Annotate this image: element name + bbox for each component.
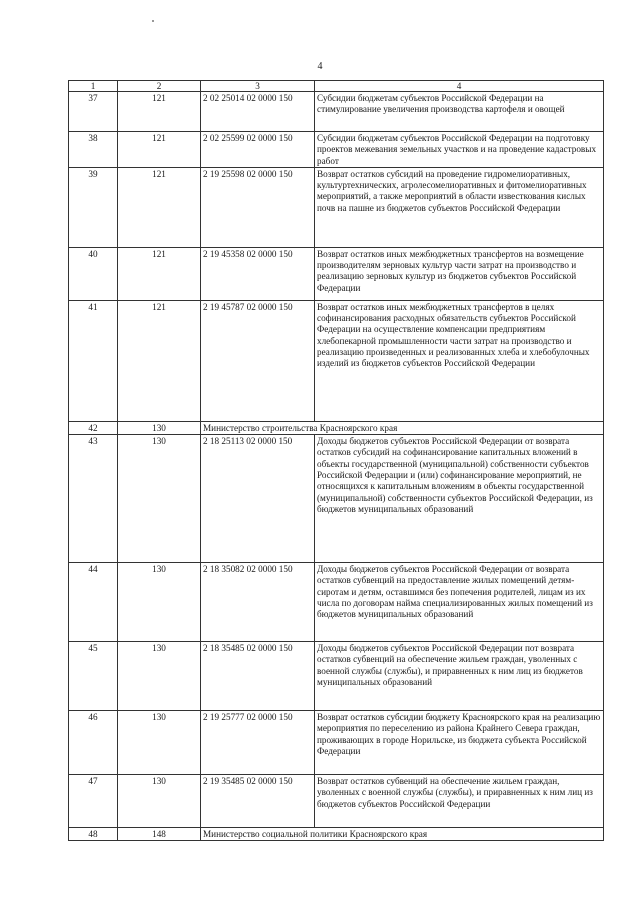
income-name: Возврат остатков субсидии бюджету Красноярского края на реализацию мероприятия по переселению из района Крайнего Севера граждан, проживающих в городе Норильске, из бюджета субъекта Российской Федерации: [315, 711, 604, 775]
ministry-name: Министерство социальной политики Красноярского края: [201, 828, 604, 841]
income-code: 2 19 25598 02 0000 150: [201, 167, 315, 247]
income-code: 2 02 25599 02 0000 150: [201, 132, 315, 168]
admin-code: 121: [118, 132, 201, 168]
row-number: 48: [69, 828, 118, 841]
column-header: 1: [69, 81, 118, 92]
income-name: Возврат остатков субвенций на обеспечение жильем граждан, уволенных с военной службы (службы), и приравненных к ним лиц из бюджетов субъектов Российской Федерации: [315, 775, 604, 828]
income-name: Доходы бюджетов субъектов Российской Федерации пот возврата остатков субвенций на обеспечение жильем граждан, уволенных с военной службы (службы), и приравненных к ним лиц из бюджетов муниципальных образований: [315, 642, 604, 711]
income-code: 2 19 25777 02 0000 150: [201, 711, 315, 775]
income-name: Возврат остатков субсидий на проведение гидромелиоративных, культуртехнических, агролесомелиоративных и фитомелиоративных мероприятий, а также мероприятий в области известкования кислых почв на пашне из бюджетов субъектов Российской Федерации: [315, 167, 604, 247]
table-row: [69, 642, 604, 711]
table-row: [69, 711, 604, 775]
row-number: 40: [69, 247, 118, 300]
income-name: Субсидии бюджетам субъектов Российской Федерации на стимулирование увеличения производства картофеля и овощей: [315, 92, 604, 132]
income-code: 2 18 35082 02 0000 150: [201, 563, 315, 642]
table-row: [69, 247, 604, 300]
ministry-row: [69, 828, 604, 841]
table-header-row: [69, 81, 604, 92]
income-code: 2 19 45787 02 0000 150: [201, 300, 315, 421]
admin-code: 121: [118, 300, 201, 421]
income-name: Доходы бюджетов субъектов Российской Федерации от возврата остатков субвенций на предоставление жилых помещений детям-сиротам и детям, оставшимся без попечения родителей, лицам из их числа по договорам найма специализированных жилых помещений из бюджетов муниципальных образований: [315, 563, 604, 642]
admin-code: 148: [118, 828, 201, 841]
admin-code: 130: [118, 563, 201, 642]
income-name: Возврат остатков иных межбюджетных трансфертов на возмещение производителям зерновых культур части затрат на производство и реализацию зерновых культур из бюджетов субъектов Российской Федерации: [315, 247, 604, 300]
column-header: 2: [118, 81, 201, 92]
admin-code: 130: [118, 421, 201, 434]
income-name: Субсидии бюджетам субъектов Российской Федерации на подготовку проектов межевания земельных участков и на проведение кадастровых работ: [315, 132, 604, 168]
ministry-row: [69, 421, 604, 434]
admin-code: 130: [118, 642, 201, 711]
table-row: [69, 563, 604, 642]
income-code: 2 02 25014 02 0000 150: [201, 92, 315, 132]
table-row: [69, 167, 604, 247]
row-number: 46: [69, 711, 118, 775]
table-row: [69, 300, 604, 421]
row-number: 38: [69, 132, 118, 168]
admin-code: 121: [118, 247, 201, 300]
column-header: 3: [201, 81, 315, 92]
income-code: 2 18 25113 02 0000 150: [201, 435, 315, 563]
row-number: 44: [69, 563, 118, 642]
income-code: 2 19 35485 02 0000 150: [201, 775, 315, 828]
row-number: 41: [69, 300, 118, 421]
income-name: Доходы бюджетов субъектов Российской Федерации от возврата остатков субсидий на софинансирование капитальных вложений в объекты государственной (муниципальной) собственности субъектов Российской Федерации и (или) софинансирование мероприятий, не относящихся к капитальным вложениям в объекты государственной (муниципальной) собственности субъектов Российской Федерации, из бюджетов муниципальных образований: [315, 435, 604, 563]
admin-code: 121: [118, 167, 201, 247]
table-row: [69, 132, 604, 168]
admin-code: 130: [118, 435, 201, 563]
income-code: 2 19 45358 02 0000 150: [201, 247, 315, 300]
admin-code: 130: [118, 775, 201, 828]
income-code: 2 18 35485 02 0000 150: [201, 642, 315, 711]
admin-code: 130: [118, 711, 201, 775]
row-number: 39: [69, 167, 118, 247]
row-number: 37: [69, 92, 118, 132]
row-number: 45: [69, 642, 118, 711]
page-number: 4: [317, 61, 323, 72]
column-header: 4: [315, 81, 604, 92]
row-number: 43: [69, 435, 118, 563]
codes-table: [68, 80, 604, 841]
table-row: [69, 92, 604, 132]
table-row: [69, 435, 604, 563]
ministry-name: Министерство строительства Красноярского края: [201, 421, 604, 434]
row-number: 47: [69, 775, 118, 828]
income-name: Возврат остатков иных межбюджетных трансфертов в целях софинансирования расходных обязательств субъектов Российской Федерации на осуществление компенсации предприятиям хлебопекарной промышленности части затрат на производство и реализацию произведенных и реализованных хлеба и хлебобулочных изделий из бюджетов субъектов Российской Федерации: [315, 300, 604, 421]
admin-code: 121: [118, 92, 201, 132]
table-row: [69, 775, 604, 828]
row-number: 42: [69, 421, 118, 434]
scan-speck: [152, 20, 154, 22]
